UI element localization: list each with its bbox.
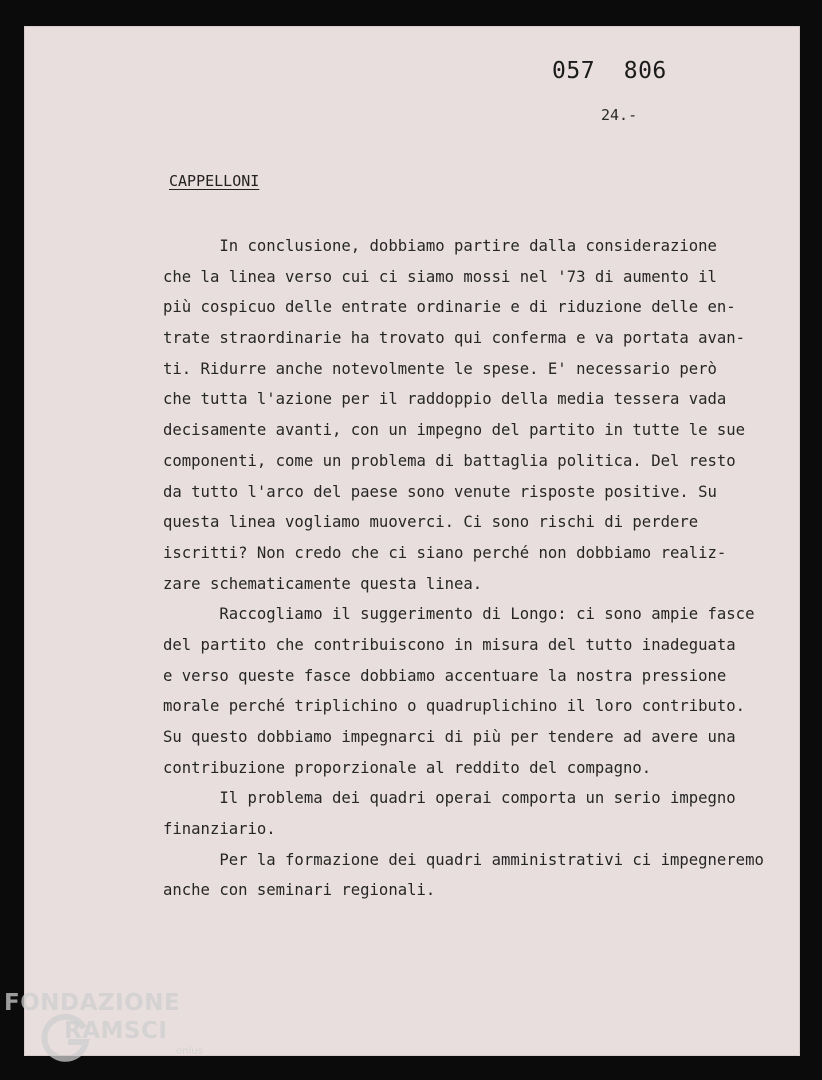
text-line: Su questo dobbiamo impegnarci di più per tendere ad avere una <box>163 728 736 746</box>
archive-number: 057 806 <box>552 58 667 84</box>
page-number: 24.- <box>601 106 638 124</box>
document-page <box>24 26 800 1056</box>
text-line: ti. Ridurre anche notevolmente le spese. E' necessario però <box>163 359 717 378</box>
text-line: Raccogliamo il suggerimento di Longo: ci sono ampie fasce <box>163 605 755 624</box>
text-line: che tutta l'azione per il raddoppio della media tessera vada <box>163 390 727 409</box>
text-line: morale perché triplichino o quadruplichino il loro contributo. <box>163 697 746 716</box>
text-line: finanziario. <box>163 820 276 839</box>
text-line: In conclusione, dobbiamo partire dalla considerazione <box>163 237 717 255</box>
speaker-heading: CAPPELLONI <box>169 172 260 190</box>
watermark-line1: FONDAZIONE <box>4 990 181 1016</box>
text-line: del partito che contribuiscono in misura del tutto inadeguata <box>163 635 736 654</box>
text-line: anche con seminari regionali. <box>163 881 436 900</box>
body-text <box>163 231 778 906</box>
text-line: iscritti? Non credo che ci siano perché non dobbiamo realiz- <box>163 543 727 562</box>
text-line: più cospicuo delle entrate ordinarie e di riduzione delle en- <box>163 298 736 317</box>
watermark-line2: RAMSCI <box>64 1018 168 1044</box>
text-line: che la linea verso cui ci siamo mossi nel '73 di aumento il <box>163 267 717 286</box>
text-line: contribuzione proporzionale al reddito del compagno. <box>163 758 652 777</box>
text-line: da tutto l'arco del paese sono venute risposte positive. Su <box>163 482 717 501</box>
text-line: decisamente avanti, con un impegno del partito in tutte le sue <box>163 421 746 440</box>
text-line: componenti, come un problema di battaglia politica. Del resto <box>163 451 736 470</box>
text-line: e verso queste fasce dobbiamo accentuare la nostra pressione <box>163 666 727 685</box>
fondazione-gramsci-watermark <box>4 990 204 1080</box>
text-line: zare schematicamente questa linea. <box>163 574 483 593</box>
text-line: Per la formazione dei quadri amministrativi ci impegneremo <box>163 850 764 869</box>
text-line: trate straordinarie ha trovato qui conferma e va portata avan- <box>163 329 746 348</box>
text-line: Il problema dei quadri operai comporta un serio impegno <box>163 789 736 808</box>
watermark-onlus: onlus <box>176 1046 203 1057</box>
text-line: questa linea vogliamo muoverci. Ci sono rischi di perdere <box>163 513 699 532</box>
